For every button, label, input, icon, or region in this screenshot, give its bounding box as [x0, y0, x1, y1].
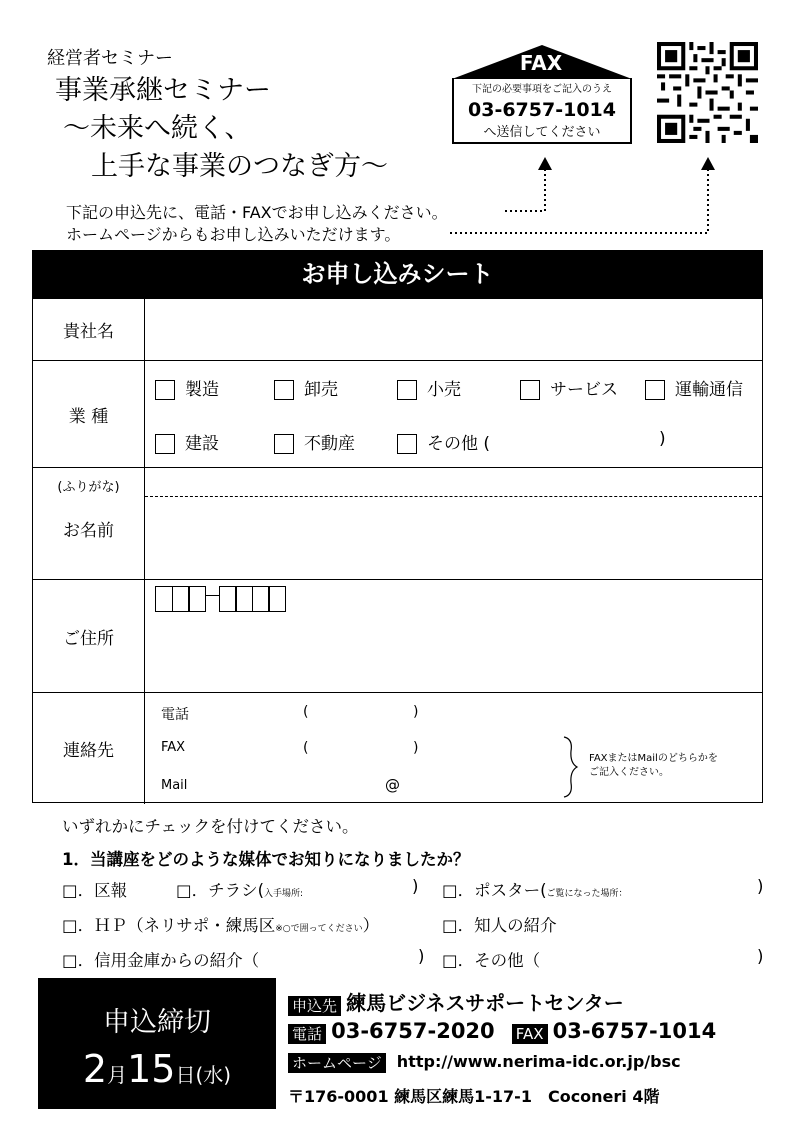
tel-tag: 電話 — [288, 1024, 326, 1044]
furigana-field[interactable] — [146, 468, 762, 496]
fax-inner — [452, 78, 632, 144]
address-field[interactable] — [146, 620, 762, 692]
fax-tag: FAX — [512, 1024, 548, 1044]
tel-paren-open: ( — [303, 704, 309, 720]
company-label: 貴社名 — [33, 299, 145, 360]
other-close-paren: ) — [659, 429, 666, 449]
application-sheet — [32, 250, 763, 803]
checkbox[interactable] — [274, 434, 294, 454]
contact-note-2: ご記入ください。 — [589, 767, 669, 778]
checkbox[interactable] — [155, 380, 175, 400]
seminar-title-3: 上手な事業のつなぎ方～ — [91, 151, 388, 182]
opt-bank[interactable]: □．信用金庫からの紹介（ — [62, 951, 260, 970]
phone-line — [288, 1019, 716, 1044]
chirashi-close: ) — [412, 877, 419, 896]
deadline-label: 申込締切 — [103, 1007, 211, 1038]
fax-number: 03-6757-1014 — [468, 99, 616, 121]
checkbox[interactable] — [397, 380, 417, 400]
fax-paren-close: ) — [413, 740, 419, 756]
survey-instruction: いずれかにチェックを付けてください。 — [62, 817, 359, 836]
checkbox[interactable] — [274, 380, 294, 400]
contact-label: 連絡先 — [33, 693, 145, 804]
hp-url[interactable]: http://www.nerima-idc.or.jp/bsc — [396, 1052, 681, 1071]
mail-label: Mail — [161, 778, 188, 793]
address-row — [33, 579, 762, 692]
fax-paren-open: ( — [303, 740, 309, 756]
fax-top-note: 下記の必要事項をご記入のうえ — [472, 84, 612, 95]
contact-note-1: FAXまたはMailのどちらかを — [589, 753, 718, 764]
curly-brace — [561, 735, 579, 799]
industry-row — [33, 360, 762, 467]
name-field[interactable] — [146, 498, 762, 579]
name-label-cell — [33, 468, 145, 579]
fax-box — [452, 44, 630, 144]
hp-line — [288, 1052, 681, 1073]
qr-code[interactable] — [657, 42, 758, 143]
company-row — [33, 298, 762, 360]
tel-number: 03-6757-2020 — [331, 1019, 495, 1043]
fax-field-label: FAX — [161, 740, 186, 755]
checkbox[interactable] — [520, 380, 540, 400]
fax-label: FAX — [519, 51, 563, 75]
apply-to-line — [288, 987, 624, 1016]
industry-option[interactable]: 小売 — [397, 375, 461, 400]
industry-option[interactable]: その他 ( — [397, 429, 490, 454]
tel-label: 電話 — [161, 707, 189, 723]
survey-question: 1．当講座をどのような媒体でお知りになりましたか？ — [62, 850, 470, 869]
opt-other[interactable]: □．その他（ — [442, 951, 541, 970]
fax-number-footer: 03-6757-1014 — [552, 1019, 717, 1043]
address-footer: 〒176-0001 練馬区練馬1-17-1 Coconeri 4階 — [288, 1087, 660, 1106]
opt-friend[interactable]: □．知人の紹介 — [442, 916, 557, 935]
opt-chirashi[interactable]: □．チラシ(入手場所: — [176, 881, 304, 900]
name-label: お名前 — [63, 521, 114, 541]
bank-close: ) — [418, 947, 425, 966]
apply-tag: 申込先 — [288, 996, 341, 1016]
industry-option[interactable]: 建設 — [155, 429, 219, 454]
furigana-divider — [145, 496, 762, 497]
address-label: ご住所 — [33, 580, 145, 692]
name-row — [33, 467, 762, 579]
opt-kuho[interactable]: □．区報 — [62, 881, 128, 900]
industry-option[interactable]: 不動産 — [274, 429, 355, 454]
checkbox[interactable] — [397, 434, 417, 454]
other-close: ) — [757, 947, 764, 966]
seminar-title-1: 事業承継セミナー — [55, 75, 271, 106]
checkbox[interactable] — [155, 434, 175, 454]
sheet-heading: お申し込みシート — [33, 251, 762, 298]
industry-option[interactable]: サービス — [520, 375, 618, 400]
deadline-date: 2月15日(水) — [82, 1047, 232, 1091]
poster-close: ) — [757, 877, 764, 896]
company-field[interactable] — [146, 299, 762, 360]
org-name: 練馬ビジネスサポートセンター — [346, 991, 624, 1015]
postal-code-boxes[interactable] — [155, 586, 285, 616]
furigana-label: (ふりがな) — [57, 480, 120, 495]
checkbox[interactable] — [645, 380, 665, 400]
fax-bottom-note: へ送信してください — [483, 125, 601, 140]
seminar-title-2: ～未来へ続く、 — [63, 113, 252, 144]
industry-option[interactable]: 卸売 — [274, 375, 338, 400]
deadline-box — [38, 978, 276, 1109]
opt-hp[interactable]: □．ＨＰ（ネリサポ・練馬区※○で囲ってください） — [62, 916, 380, 935]
series-label: 経営者セミナー — [47, 48, 173, 69]
industry-label: 業 種 — [33, 361, 145, 467]
hp-tag: ホームページ — [288, 1053, 386, 1073]
note-line-1: 下記の申込先に、電話・FAXでお申し込みください。 — [66, 203, 448, 222]
note-line-2: ホームページからもお申し込みいただけます。 — [66, 225, 401, 244]
at-sign: @ — [385, 776, 400, 794]
tel-paren-close: ) — [413, 704, 419, 720]
industry-option[interactable]: 製造 — [155, 375, 219, 400]
industry-option[interactable]: 運輸通信 — [645, 375, 743, 400]
contact-row — [33, 692, 762, 804]
opt-poster[interactable]: □．ポスター(ご覧になった場所： — [442, 881, 628, 900]
